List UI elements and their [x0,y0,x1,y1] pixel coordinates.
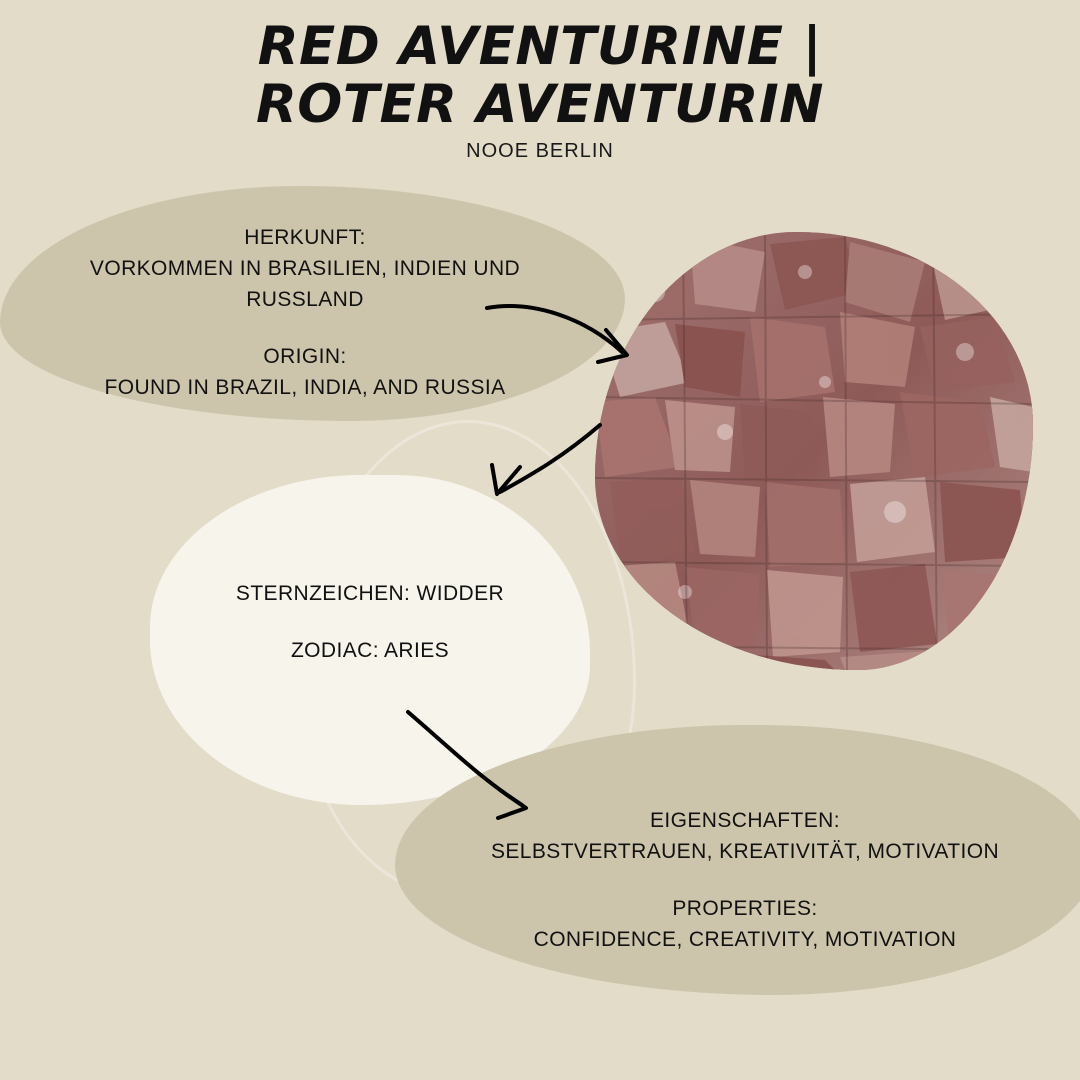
red-aventurine-photo [595,232,1033,670]
title-line-2: ROTER AVENTURIN [255,74,825,135]
properties-text-block [430,805,1060,955]
zodiac-english: ZODIAC: ARIES [290,639,450,662]
page-title [0,18,1080,134]
properties-en-label: PROPERTIES: [672,897,818,920]
properties-english [430,893,1060,955]
properties-de-label: EIGENSCHAFTEN: [650,809,840,832]
origin-de-value-line1: VORKOMMEN IN BRASILIEN, INDIEN UND [89,257,521,280]
origin-text-block [40,222,570,403]
properties-de-value: SELBSTVERTRAUEN, KREATIVITÄT, MOTIVATION [490,840,1000,863]
zodiac-german: STERNZEICHEN: WIDDER [235,582,505,605]
origin-en-value: FOUND IN BRAZIL, INDIA, AND RUSSIA [104,376,506,399]
title-line-1: RED AVENTURINE | [257,16,823,77]
origin-german [40,222,570,315]
origin-de-label: HERKUNFT: [244,226,366,249]
properties-en-value: CONFIDENCE, CREATIVITY, MOTIVATION [533,928,957,951]
zodiac-text-block [160,578,580,666]
origin-de-value-line2: RUSSLAND [246,288,364,311]
properties-german [430,805,1060,867]
origin-english [40,341,570,403]
origin-en-label: ORIGIN: [263,345,347,368]
brand-subtitle: NOOE BERLIN [466,140,614,162]
